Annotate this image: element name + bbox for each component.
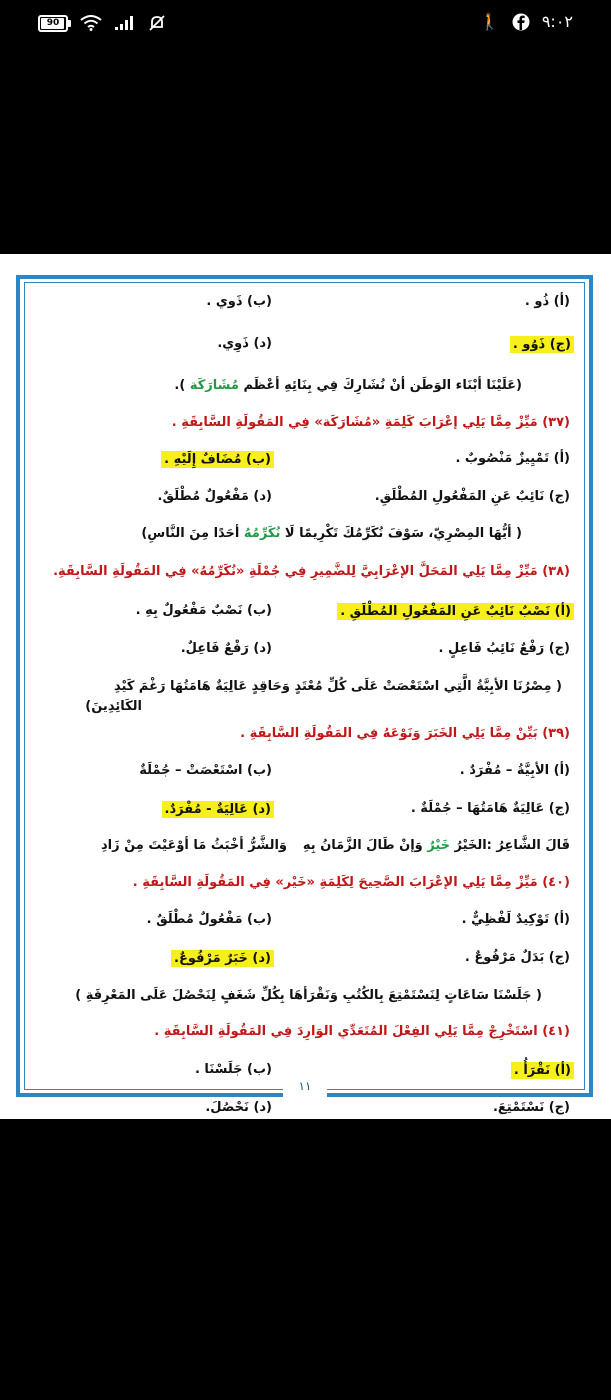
question-text: (٣٩) بَيِّنْ مِمَّا يَلِي الخَبَرَ وَنَوْعَهُ فِي المَقُولَةِ السَّابِقَةِ .: [240, 726, 570, 741]
battery-level: 90: [46, 17, 60, 28]
answer-option[interactable]: (ج) ذَوُو .: [510, 336, 574, 353]
status-bar: [0, 0, 611, 50]
answer-option[interactable]: (ب) جَلَسْنَا .: [194, 1062, 272, 1077]
quote-part: ).: [174, 378, 190, 393]
answer-option[interactable]: (ب) اسْتَعْصَتْ – جُمْلَةٌ: [139, 763, 272, 778]
question-text: (٣٧) مَيِّزْ مِمَّا يَلِي إعْرَابَ كَلِمَةِ «مُشَارَكَة» فِي المَقُولَةِ السَّابِقَةِ .: [171, 415, 570, 430]
quote-keyword: مُشَارَكَة: [189, 378, 239, 393]
verse-part: وَإنْ طَالَ الزَّمَانُ بِهِ: [302, 838, 428, 853]
quote-part: ( جَلَسْنَا سَاعَاتٍ لِنَسْتَمْتِعَ بِالكُتُبِ وَنَقْرَأهَا بِكُلِّ شَغَفٍ لِنَحْصُلَ عَلَى المَعْرِفَةِ ): [75, 988, 542, 1003]
answer-option[interactable]: (أ) تَوْكِيدٌ لَفْظِيٌّ .: [461, 912, 570, 927]
answer-option[interactable]: (أ) تَمْيِيزٌ مَنْصُوبٌ .: [455, 451, 570, 466]
wifi-icon: [80, 15, 102, 31]
status-right: [480, 12, 573, 31]
facebook-icon: [512, 13, 530, 31]
signal-icon: [114, 15, 136, 31]
question-text: (٣٨) مَيِّزْ مِمَّا يَلِي المَحَلَّ الإعْرَابِيَّ لِلضَّمِيرِ فِي جُمْلَةِ «نُكَرِّمُهُ» فِي المَقُولَةِ السَّابِقَةِ.: [53, 564, 570, 579]
answer-option[interactable]: (أ) نَصْبٌ نَائِبٌ عَنِ المَفْعُولِ المُطْلَقِ .: [337, 603, 574, 620]
verse-first-half: [303, 838, 570, 853]
mute-icon: [148, 14, 166, 32]
quote-part: (عَلَيْنَا أبْنَاء الوَطَن أنْ نُشَارِكَ فِي بِنَائِهِ أعْظَم: [238, 378, 522, 393]
answer-option[interactable]: (ب) مُضَافٌ إِلَيْهِ .: [161, 451, 274, 468]
question-text: (٤٠) مَيِّزْ مِمَّا يَلِي الإعْرَابَ الصَّحِيحَ لِكَلِمَةِ «خَيْر» فِي المَقُولَةِ السَّابِقَةِ .: [132, 875, 570, 890]
quote-text: ( مِصْرُنَا الأبِيَّةُ الَّتِي اسْتَعْصَتْ عَلَى كُلِّ مُعْتَدٍ وَحَاقِدٍ عَالِيَةٌ هَامَتُهَا رَغْمَ كَيْدِ: [114, 679, 562, 694]
clock: ٩:٠٢: [541, 12, 573, 31]
answer-option[interactable]: (ج) نَائِبٌ عَنِ المَفْعُولِ المُطْلَقِ.: [374, 489, 570, 504]
document-page: [0, 254, 611, 1119]
answer-option[interactable]: (د) خَبَرٌ مَرْفُوعٌ.: [171, 950, 274, 967]
answer-option[interactable]: (د) نَحْصُلَ.: [205, 1100, 272, 1115]
answer-option[interactable]: (ب) ذَوي .: [206, 294, 272, 309]
answer-option[interactable]: (ج) رَفْعٌ نَائِبُ فَاعِلٍ .: [438, 641, 570, 656]
question-text: (٤١) اسْتَخْرِجْ مِمَّا يَلِي الفِعْلَ المُتَعَدِّي الوَارِدَ فِي المَقُولَةِ السَّابِقَةِ .: [154, 1024, 570, 1039]
answer-option[interactable]: (أ) نَقْرَأُ .: [511, 1062, 574, 1079]
answer-option[interactable]: (ج) نَسْتَمْتِعَ.: [492, 1100, 570, 1115]
answer-option[interactable]: (د) رَفْعٌ فَاعِلٌ.: [180, 641, 272, 656]
answer-option[interactable]: (ب) نَصْبٌ مَفْعُولٌ بِهِ .: [135, 603, 272, 618]
quote-text: الكَائِدِينَ): [85, 699, 142, 714]
answer-option[interactable]: (أ) ذُو .: [524, 294, 570, 309]
verse-second-half: وَالشَّرُّ أخْبَثُ مَا أوْعَيْتَ مِنْ زَادِ: [100, 838, 287, 853]
quote-part: ( أيُّهَا المِصْرِيّ، سَوْفَ نُكَرِّمُكَ تَكْرِيمًا لَا: [280, 526, 522, 541]
status-left: [38, 14, 166, 32]
quote-part: أحَدًا مِنَ النَّاسِ): [141, 526, 244, 541]
walk-icon: 🚶: [479, 12, 500, 31]
answer-option[interactable]: (أ) الأبِيَّةُ – مُفْرَدٌ .: [459, 763, 570, 778]
quote-keyword: نُكَرِّمُهُ: [243, 526, 281, 541]
quote-text: [75, 988, 542, 1003]
answer-option[interactable]: (د) عَالِيَةٌ - مُفْرَدٌ.: [162, 801, 274, 818]
page-number: ١١: [283, 1079, 327, 1097]
answer-option[interactable]: (د) ذَوِي.: [217, 336, 272, 351]
verse-part: قَالَ الشَّاعِرُ :الخَيْرُ: [450, 838, 570, 853]
battery-icon: [38, 15, 68, 32]
answer-option[interactable]: (ج) بَدَلٌ مَرْفُوعٌ .: [464, 950, 570, 965]
quote-text: [174, 378, 522, 393]
quote-text: [141, 526, 522, 541]
answer-option[interactable]: (ب) مَفْعُولٌ مُطْلَقٌ .: [146, 912, 272, 927]
verse-keyword: خَيْرٌ: [427, 838, 451, 853]
answer-option[interactable]: (ج) عَالِيَةٌ هَامَتُهَا – جُمْلَةٌ .: [410, 801, 570, 816]
answer-option[interactable]: (د) مَفْعُولٌ مُطْلَقٌ.: [157, 489, 272, 504]
